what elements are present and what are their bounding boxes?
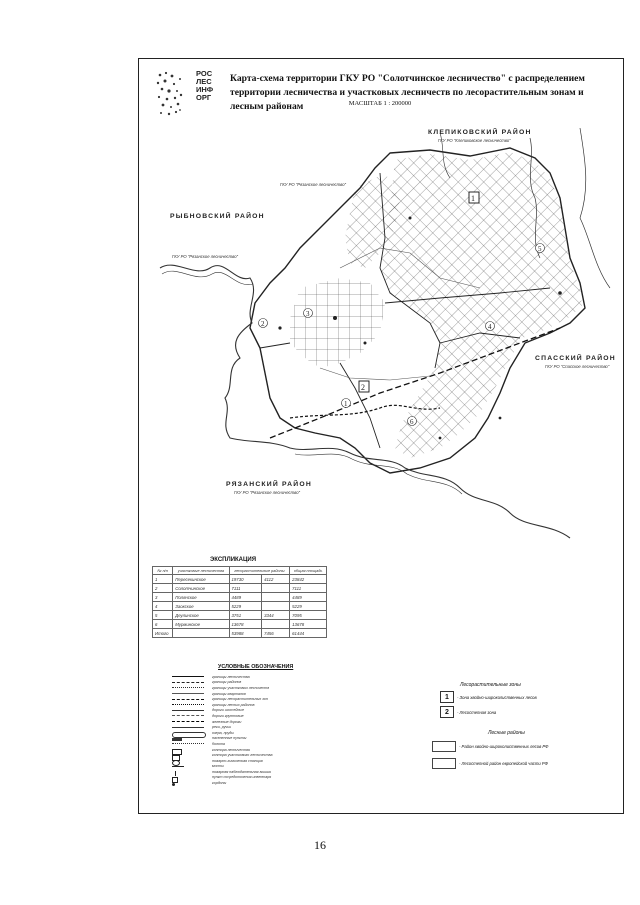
table-row: 6 Мурминское 13678 13678 [153, 620, 327, 629]
legend-label: дороги шоссейные [212, 708, 244, 713]
table-row: 5 Деулинское 3751 3344 7095 [153, 611, 327, 620]
legend-symbol [172, 781, 208, 786]
page-number: 16 [314, 838, 326, 852]
explication-title: ЭКСПЛИКАЦИЯ [210, 557, 257, 563]
legend-label: границы лесных районов [212, 702, 255, 707]
district-number-5 [536, 244, 545, 254]
district-number-4 [486, 322, 495, 332]
legend-symbol [172, 730, 208, 735]
region-spassky: СПАССКИЙ РАЙОН [535, 355, 616, 362]
legend-label: контора участкового лесничества [212, 753, 273, 758]
legend-symbol [172, 702, 208, 707]
legend-symbol [172, 674, 208, 679]
legend-label: дороги грунтовые [212, 713, 244, 718]
legend-label: границы лесорастительных зон [212, 697, 268, 702]
legend-label: пожарная наблюдательная вышка [212, 769, 271, 774]
legend-symbol [172, 691, 208, 696]
forestry-map [140, 118, 622, 548]
region-klepikovsky-org: ГКУ РО "Клепиковское лесничество" [438, 138, 511, 143]
district-number-3 [304, 309, 313, 319]
zone-marker-1 [469, 192, 479, 203]
legend-label: кордоны [212, 781, 227, 786]
legend-symbol [172, 747, 208, 752]
svg-text:4: 4 [488, 323, 492, 331]
legend-symbol [172, 736, 208, 741]
legend-symbol [172, 764, 208, 769]
table-row: 3 Полянское 4489 4489 [153, 593, 327, 602]
area-legend-2: - Лесостепной район европейской части РФ [432, 758, 548, 769]
svg-text:2: 2 [361, 383, 365, 392]
legend-symbol [172, 685, 208, 690]
legend-label: границы лесничества [212, 674, 250, 679]
zone-legend-1: 1 - Зона хвойно-широколиственных лесов [440, 691, 537, 703]
legend-symbol [172, 725, 208, 730]
legend-symbol [172, 697, 208, 702]
area-legend-1: - Район хвойно-широколиственных лесов РФ [432, 741, 549, 752]
legend-label: мосты [212, 764, 224, 769]
district-number-2 [259, 319, 268, 329]
explication-table [152, 566, 327, 638]
legend-symbol [172, 758, 208, 763]
legend-label: границы участковых лесничеств [212, 685, 270, 690]
legend-label: реки, ручьи [212, 725, 232, 730]
region-spassky-org: ГКУ РО "Спасское лесничество" [545, 364, 610, 369]
legend-symbol [172, 741, 208, 746]
table-row: 1 Пересекинское 19730 4112 23842 [153, 575, 327, 584]
zones-title: Лесорастительные зоны [460, 682, 521, 688]
zone-marker-2 [359, 381, 369, 392]
region-rybnovsky-org: ГКУ РО "Рязанское лесничество" [172, 254, 239, 259]
svg-text:6: 6 [410, 418, 414, 426]
region-ryazansky-org: ГКУ РО "Рязанское лесничество" [234, 490, 301, 495]
legend-symbol [172, 708, 208, 713]
legend-symbol [172, 753, 208, 758]
legend-label: озера, пруды [212, 730, 234, 735]
district-number-6 [408, 417, 417, 427]
district-number-1 [342, 399, 351, 409]
legend-symbol [172, 769, 208, 774]
legend-title: УСЛОВНЫЕ ОБОЗНАЧЕНИЯ [218, 664, 294, 670]
region-klepikovsky: КЛЕПИКОВСКИЙ РАЙОН [428, 129, 532, 136]
areas-title: Лесные районы [488, 730, 525, 736]
area-swatch-1 [432, 741, 456, 752]
svg-text:1: 1 [471, 194, 475, 203]
table-row: 4 Заокское 5229 5229 [153, 602, 327, 611]
legend-label: населенные пункты [212, 736, 247, 741]
zone-legend-2: 2 - Лесостепная зона [440, 706, 496, 718]
legend-label: пункт сосредоточения инвентаря [212, 775, 272, 780]
legend-symbol [172, 775, 208, 780]
area-swatch-2 [432, 758, 456, 769]
legend-label: болота [212, 741, 225, 746]
legend-symbol [172, 719, 208, 724]
table-total-row: Итого 53988 7456 61444 [153, 629, 327, 638]
svg-text:5: 5 [538, 245, 542, 253]
svg-text:1: 1 [344, 400, 348, 408]
legend-label: границы кварталов [212, 691, 246, 696]
svg-text:3: 3 [306, 310, 310, 318]
legend-label: контора лесничества [212, 747, 250, 752]
logo-text: РОС ЛЕС ИНФ ОРГ [196, 69, 214, 102]
legend-item [172, 780, 322, 786]
legend-label: границы районов [212, 680, 242, 685]
region-rybnovsky: РЫБНОВСКИЙ РАЙОН [170, 213, 265, 220]
svg-text:2: 2 [261, 320, 265, 328]
legend-label: железные дороги [212, 719, 242, 724]
legend-symbol [172, 713, 208, 718]
region-ryazansky: РЯЗАНСКИЙ РАЙОН [226, 481, 312, 488]
legend-list [172, 674, 322, 786]
table-header-row: № п/п участковые лесничества лесорастительные районы общая площадь [153, 567, 327, 575]
inner-org-label: ГКУ РО "Рязанское лесничество" [280, 182, 347, 187]
map-scale: МАСШТАБ 1 : 200000 [348, 100, 412, 107]
legend-symbol [172, 680, 208, 685]
map-title: Карта-схема территории ГКУ РО "Солотчинское лесничество" с распределением территории лесничества и участковых лесничеств по лесорастительным зонам и лесным районам [230, 73, 585, 112]
legend-label: пожарно-химическая станция [212, 758, 263, 763]
table-row: 2 Солотчинское 7111 7111 [153, 584, 327, 593]
